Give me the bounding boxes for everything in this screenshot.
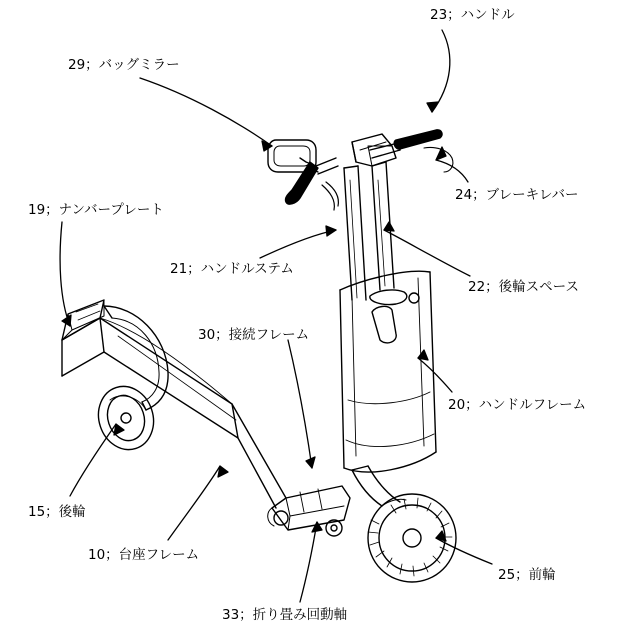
callout-23: 23；ハンドル (430, 7, 515, 23)
callout-30: 30；接続フレーム (198, 327, 310, 343)
callout-19: 19；ナンバープレート (28, 202, 164, 218)
callout-25: 25；前輪 (498, 567, 556, 583)
callout-22: 22；後輪スペース (468, 279, 580, 295)
callout-10: 10；台座フレーム (88, 547, 200, 563)
handle-frame (340, 271, 436, 472)
callout-24: 24；ブレーキレバー (455, 187, 579, 203)
callout-20: 20；ハンドルフレーム (448, 397, 587, 413)
callout-21: 21；ハンドルステム (170, 261, 294, 277)
front-wheel-group (352, 466, 456, 582)
leader-lines (60, 30, 492, 602)
callout-33: 33；折り畳み回動軸 (222, 607, 348, 623)
callout-15: 15；後輪 (28, 504, 86, 520)
folding-pivot (268, 486, 350, 536)
rear-wheel-group (90, 306, 168, 457)
callout-29: 29；バッグミラー (68, 57, 180, 73)
